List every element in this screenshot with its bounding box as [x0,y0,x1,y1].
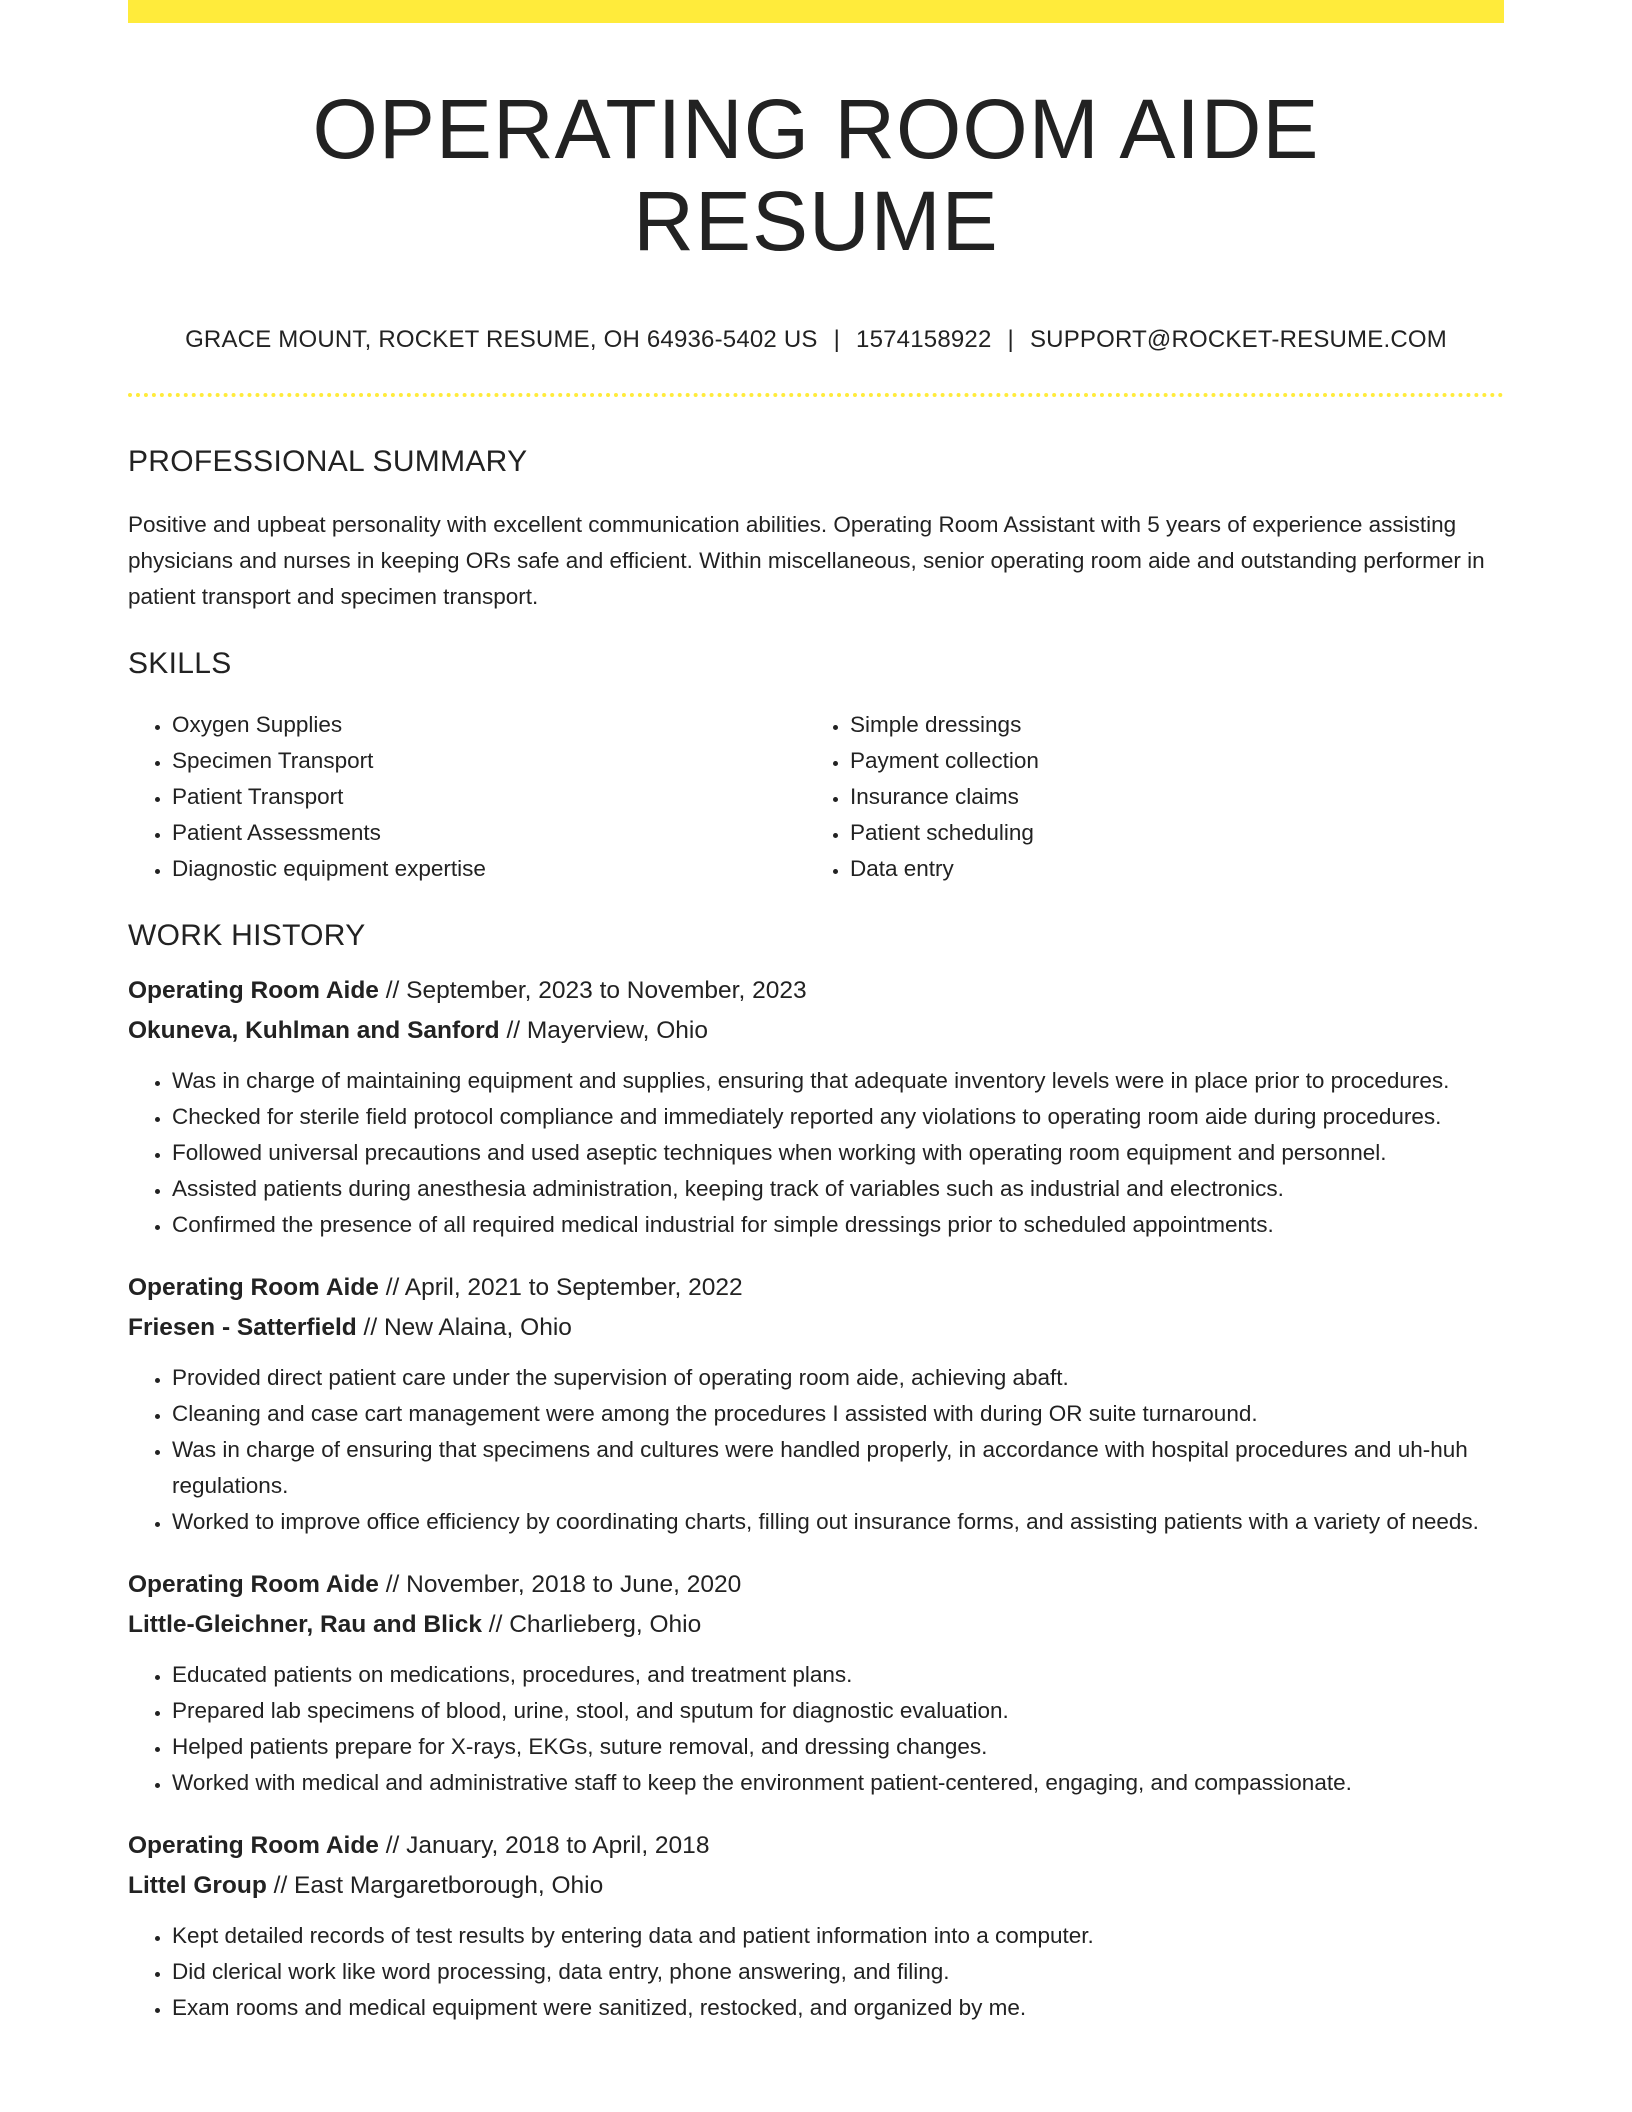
skill-item: • Patient Transport [172,779,806,815]
job-bullet: • Prepared lab specimens of blood, urine, stool, and sputum for diagnostic evaluation. [172,1693,1504,1729]
job-company: Littel Group [128,1871,267,1899]
job-title-line [128,971,1504,1011]
job-bullets [128,1360,1504,1540]
contact-line [128,326,1504,355]
skills-heading: SKILLS [128,646,232,680]
job-bullets [128,1657,1504,1801]
skill-item: • Oxygen Supplies [172,707,806,743]
skill-item: • Patient Assessments [172,815,806,851]
skill-item: • Insurance claims [850,779,1504,815]
skills-list [128,707,1504,887]
job-bullet: • Checked for sterile field protocol compliance and immediately reported any violations to operating room aide during procedures. [172,1099,1504,1135]
job-dates: // November, 2018 to June, 2020 [385,1570,742,1598]
job-bullet: • Was in charge of maintaining equipment and supplies, ensuring that adequate inventory levels were in place prior to procedures. [172,1063,1504,1099]
job-company: Okuneva, Kuhlman and Sanford [128,1016,500,1044]
job-company-line [128,1308,1504,1348]
job-company: Friesen - Satterfield [128,1313,357,1341]
job-bullets [128,1918,1504,2026]
skills-column-right [806,707,1504,887]
contact-separator: | [1007,325,1014,353]
resume-page [128,0,1504,2026]
job-bullet: • Kept detailed records of test results by entering data and patient information into a computer. [172,1918,1504,1954]
job-bullet: • Exam rooms and medical equipment were sanitized, restocked, and organized by me. [172,1990,1504,2026]
summary-text: Positive and upbeat personality with excellent communication abilities. Operating Room Assistant with 5 years of experience assisting physicians and nurses in keeping ORs safe and efficient. Within miscellaneous, senior operating room aide and outstanding performer in patient transport and specimen transport. [128,511,1485,609]
job-location: // East Margaretborough, Ohio [273,1871,604,1899]
dotted-divider [128,393,1504,397]
job-dates: // April, 2021 to September, 2022 [385,1273,743,1301]
skill-item: • Patient scheduling [850,815,1504,851]
job-entry [128,971,1504,1243]
job-company-line [128,1866,1504,1906]
job-bullet: • Was in charge of ensuring that specimens and cultures were handled properly, in accordance with hospital procedures and uh-huh regulations. [172,1432,1504,1504]
skill-item: • Specimen Transport [172,743,806,779]
job-bullet: • Worked to improve office efficiency by coordinating charts, filling out insurance forms, and assisting patients with a variety of needs. [172,1504,1504,1540]
job-bullet: • Helped patients prepare for X-rays, EKGs, suture removal, and dressing changes. [172,1729,1504,1765]
job-location: // Charlieberg, Ohio [488,1610,702,1638]
skills-column-left [128,707,806,887]
job-title: Operating Room Aide [128,1570,379,1598]
job-title: Operating Room Aide [128,976,379,1004]
summary-heading: PROFESSIONAL SUMMARY [128,444,528,478]
job-title: Operating Room Aide [128,1831,379,1859]
contact-email: SUPPORT@ROCKET-RESUME.COM [1029,325,1447,353]
job-location: // Mayerview, Ohio [506,1016,708,1044]
job-entry [128,1268,1504,1540]
top-accent-bar [128,0,1504,23]
job-company: Little-Gleichner, Rau and Blick [128,1610,482,1638]
job-bullet: • Followed universal precautions and used aseptic techniques when working with operating room equipment and personnel. [172,1135,1504,1171]
job-entry [128,1565,1504,1801]
job-bullet: • Provided direct patient care under the supervision of operating room aide, achieving abaft. [172,1360,1504,1396]
job-bullet: • Assisted patients during anesthesia administration, keeping track of variables such as industrial and electronics. [172,1171,1504,1207]
skill-item: • Data entry [850,851,1504,887]
skill-item: • Simple dressings [850,707,1504,743]
job-bullet: • Educated patients on medications, procedures, and treatment plans. [172,1657,1504,1693]
job-company-line [128,1605,1504,1645]
job-bullet: • Cleaning and case cart management were among the procedures I assisted with during OR suite turnaround. [172,1396,1504,1432]
contact-separator: | [833,325,841,353]
work-history-heading: WORK HISTORY [128,918,366,952]
job-entry [128,1826,1504,2026]
job-bullets [128,1063,1504,1243]
job-dates: // January, 2018 to April, 2018 [385,1831,710,1859]
job-dates: // September, 2023 to November, 2023 [385,976,807,1004]
contact-address: GRACE MOUNT, ROCKET RESUME, OH 64936-5402 US [185,325,818,353]
job-company-line [128,1011,1504,1051]
skill-item: • Payment collection [850,743,1504,779]
contact-phone: 1574158922 [856,325,992,353]
job-bullet: • Did clerical work like word processing, data entry, phone answering, and filing. [172,1954,1504,1990]
job-title-line [128,1565,1504,1605]
job-bullet: • Worked with medical and administrative staff to keep the environment patient-centered, engaging, and compassionate. [172,1765,1504,1801]
job-bullet: • Confirmed the presence of all required medical industrial for simple dressings prior to scheduled appointments. [172,1207,1504,1243]
job-title: Operating Room Aide [128,1273,379,1301]
skill-item: • Diagnostic equipment expertise [172,851,806,887]
job-location: // New Alaina, Ohio [363,1313,572,1341]
resume-title: OPERATING ROOM AIDE RESUME [312,82,1320,269]
job-title-line [128,1268,1504,1308]
job-title-line [128,1826,1504,1866]
